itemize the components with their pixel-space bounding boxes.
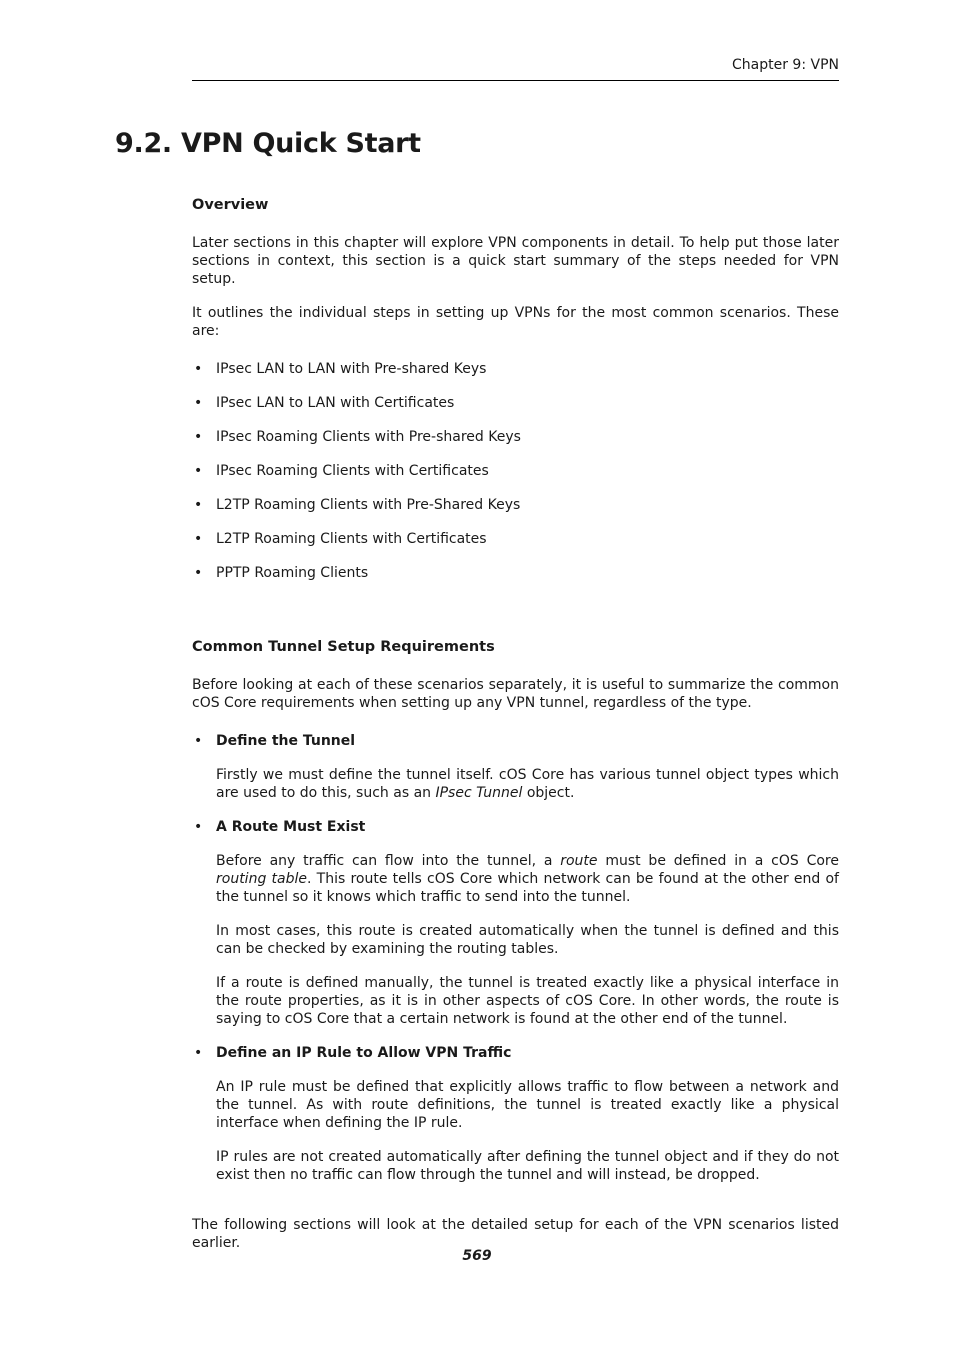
bullet-icon: • (194, 819, 203, 835)
requirement-paragraph: IP rules are not created automatically after defining the tunnel object and if they do not exist then no traffic can flow through the tunnel and will instead, be dropped. (216, 1149, 839, 1183)
section-title: 9.2. VPN Quick Start (115, 128, 421, 159)
requirement-paragraph: In most cases, this route is created automatically when the tunnel is defined and this can be checked by examining the routing tables. (216, 923, 839, 957)
bullet-icon: • (194, 395, 203, 411)
running-header (192, 55, 839, 81)
requirement-paragraph: Firstly we must define the tunnel itself. cOS Core has various tunnel object types which are used to do this, such as an IPsec Tunnel object. (216, 767, 839, 801)
bullet-icon: • (194, 531, 203, 547)
requirement-paragraph: An IP rule must be defined that explicitly allows traffic to flow between a network and the tunnel. As with route definitions, the tunnel is treated exactly like a physical interface when defining the IP rule. (216, 1079, 839, 1131)
list-item: • L2TP Roaming Clients with Certificates (194, 531, 487, 547)
overview-paragraph-1: Later sections in this chapter will explore VPN components in detail. To help put those later sections in context, this section is a quick start summary of the steps needed for VPN setup. (192, 235, 839, 287)
list-item: • IPsec LAN to LAN with Certificates (194, 395, 455, 411)
bullet-icon: • (194, 463, 203, 479)
page-number: 569 (462, 1248, 492, 1264)
list-item: • IPsec LAN to LAN with Pre-shared Keys (194, 361, 487, 377)
chapter-label: Chapter 9: VPN (732, 57, 839, 73)
requirement-term: Define the Tunnel (216, 733, 356, 749)
requirement-paragraph: Before any traffic can flow into the tunnel, a route must be defined in a cOS Core routing table. This route tells cOS Core which network can be found at the other end of the tunnel so it knows which traffic to send into the tunnel. (216, 853, 839, 905)
bullet-icon: • (194, 497, 203, 513)
closing-paragraph: The following sections will look at the detailed setup for each of the VPN scenarios listed earlier. (192, 1217, 839, 1251)
requirements-list (192, 732, 839, 1184)
list-item: • IPsec Roaming Clients with Pre-shared Keys (194, 429, 521, 445)
bullet-icon: • (194, 565, 203, 581)
bullet-icon: • (194, 429, 203, 445)
requirement-paragraph: If a route is defined manually, the tunnel is treated exactly like a physical interface in the route properties, as it is in other aspects of cOS Core. In other words, the route is saying to cOS Core that a certain network is found at the other end of the tunnel. (216, 975, 839, 1027)
list-item: • PPTP Roaming Clients (194, 565, 369, 581)
requirement-term: Define an IP Rule to Allow VPN Traffic (216, 1045, 512, 1061)
scenario-list (192, 360, 839, 582)
requirement-route-must-exist (192, 818, 839, 1028)
list-item: • IPsec Roaming Clients with Certificates (194, 463, 489, 479)
requirement-define-tunnel (192, 732, 839, 802)
bullet-icon: • (194, 1045, 203, 1061)
list-item: • L2TP Roaming Clients with Pre-Shared Keys (194, 497, 521, 513)
overview-paragraph-2: It outlines the individual steps in setting up VPNs for the most common scenarios. These are: (192, 305, 839, 339)
bullet-icon: • (194, 733, 203, 749)
page-content (192, 194, 839, 1268)
bullet-icon: • (194, 361, 203, 377)
requirements-intro: Before looking at each of these scenarios separately, it is useful to summarize the common cOS Core requirements when setting up any VPN tunnel, regardless of the type. (192, 677, 839, 711)
overview-heading: Overview (192, 197, 269, 213)
requirement-term: A Route Must Exist (216, 819, 366, 835)
requirement-ip-rule (192, 1044, 839, 1184)
requirements-heading: Common Tunnel Setup Requirements (192, 639, 495, 655)
